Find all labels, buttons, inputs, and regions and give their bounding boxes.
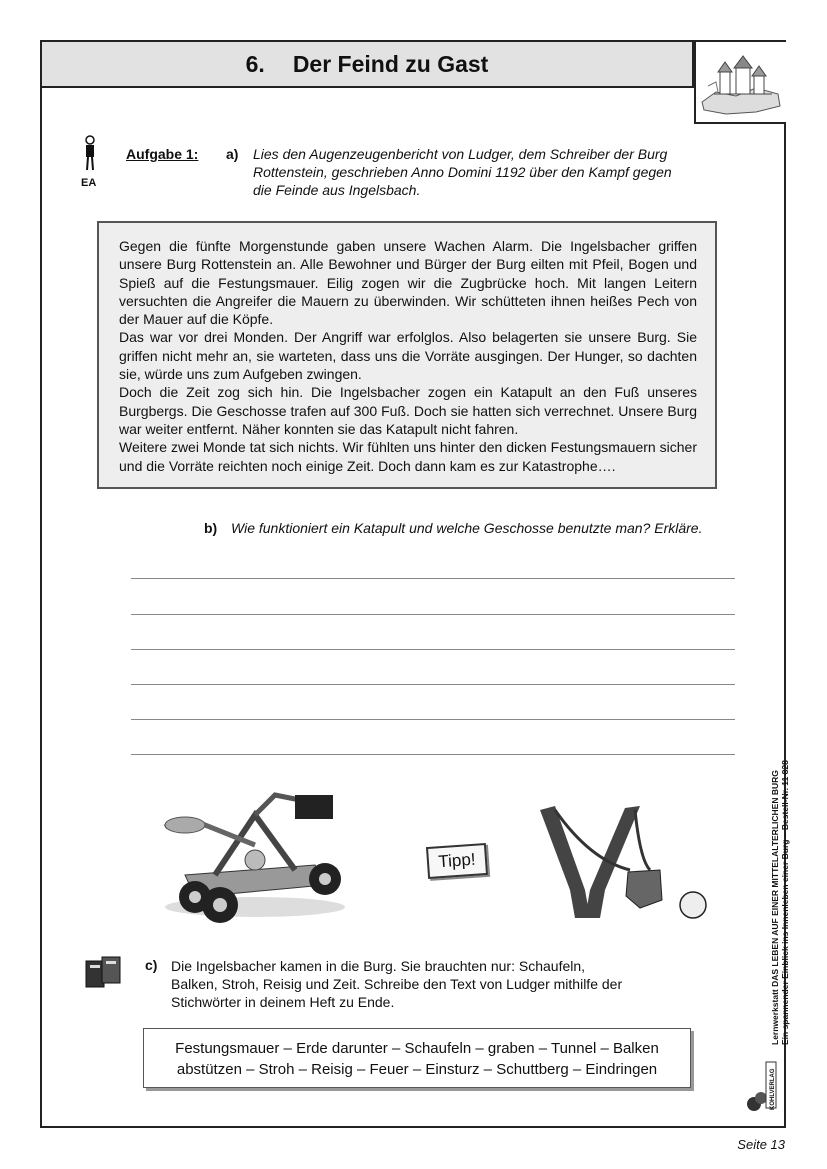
report-paragraph: Gegen die fünfte Morgenstunde gaben unsere Wachen Alarm. Die Ingelsbacher griffen unsere Burg Rottenstein an. Alle Bewohner und Bürger der Burg eilten mit Pfeil, Bogen und Spieß auf die Festungsmauer. Eilig zogen wir die Zugbrücke hoch. Mit langen Leitern versuchten die Angreifer die Mauern zu überwinden. Wir schütteten ihnen heißes Pech von der Mauer auf die Köpfe. <box>119 238 697 328</box>
individual-work-icon <box>80 134 100 174</box>
task-b-question: Wie funktioniert ein Katapult und welche Geschosse benutzte man? Erkläre. <box>231 520 703 536</box>
report-paragraph: Weitere zwei Monde tat sich nichts. Wir fühlten uns hinter den dicken Festungsmauern sicher und die Vorräte reichten noch einige Zeit. Doch dann kam es zur Katastrophe…. <box>119 439 697 474</box>
answer-line[interactable] <box>131 649 735 650</box>
keyword-box <box>143 1028 691 1088</box>
answer-line[interactable] <box>131 578 735 579</box>
castle-illustration <box>694 42 786 124</box>
publisher-name: KOHLVERLAG <box>770 1068 776 1110</box>
answer-line[interactable] <box>131 719 735 720</box>
task-c-label: c) <box>145 957 158 973</box>
answer-line[interactable] <box>131 684 735 685</box>
task-c-instruction: Die Ingelsbacher kamen in die Burg. Sie brauchten nur: Schaufeln, Balken, Stroh, Reisig und Zeit. Schreibe den Text von Ludger mithilfe der Stichwörter in deinem Heft zu Ende. <box>171 958 623 1010</box>
task-b-label: b) <box>204 520 218 536</box>
report-paragraph: Das war vor drei Monden. Der Angriff war erfolglos. Also belagerten sie unsere Burg. Sie griffen nicht mehr an, sie warteten, dass uns die Vorräte ausgingen. Der Hunger, so dachten sie, würde uns zum Aufgeben zwingen. <box>119 329 697 383</box>
report-paragraph: Doch die Zeit zog sich hin. Die Ingelsbacher zogen ein Katapult an den Fuß unseres Burgbergs. Die Geschosse trafen auf 300 Fuß. Doch sie hatten sich verrechnet. Unsere Burg war weiter entfernt. Näher konnten sie das Katapult nicht fahren. <box>119 384 697 437</box>
keywords-line-2: abstützen – Stroh – Reisig – Feuer – Einsturz – Schuttberg – Eindringen <box>176 1061 658 1078</box>
chapter-title: Der Feind zu Gast <box>292 50 489 77</box>
slingshot-image <box>530 800 710 925</box>
chapter-number: 6. <box>245 50 265 77</box>
task1a-instruction: Lies den Augenzeugenbericht von Ludger, dem Schreiber der Burg Rottenstein, geschrieben Anno Domini 1192 über den Kampf gegen die Feinde aus Ingelsbach. <box>253 146 672 198</box>
mode-label: EA <box>81 177 97 189</box>
catapult-image <box>145 775 355 925</box>
publication-info: Lernwerkstatt DAS LEBEN AUF EINER MITTELALTERLICHEN BURG Ein spannender Einblick ins Innenleben einer Burg – Bestell-Nr. 11 828 <box>770 760 790 1045</box>
page-number: Seite 13 <box>737 1137 785 1152</box>
publisher-logo <box>744 1060 778 1116</box>
task1-label: Aufgabe 1: <box>126 146 199 162</box>
tip-label: Tipp! <box>426 843 488 879</box>
keywords-line-1: Festungsmauer – Erde darunter – Schaufeln – graben – Tunnel – Balken <box>175 1040 659 1057</box>
task1a-label: a) <box>226 146 239 162</box>
chapter-header <box>42 42 694 88</box>
answer-line[interactable] <box>131 754 735 755</box>
eyewitness-report <box>97 221 717 489</box>
answer-line[interactable] <box>131 614 735 615</box>
group-work-icon <box>84 955 124 989</box>
